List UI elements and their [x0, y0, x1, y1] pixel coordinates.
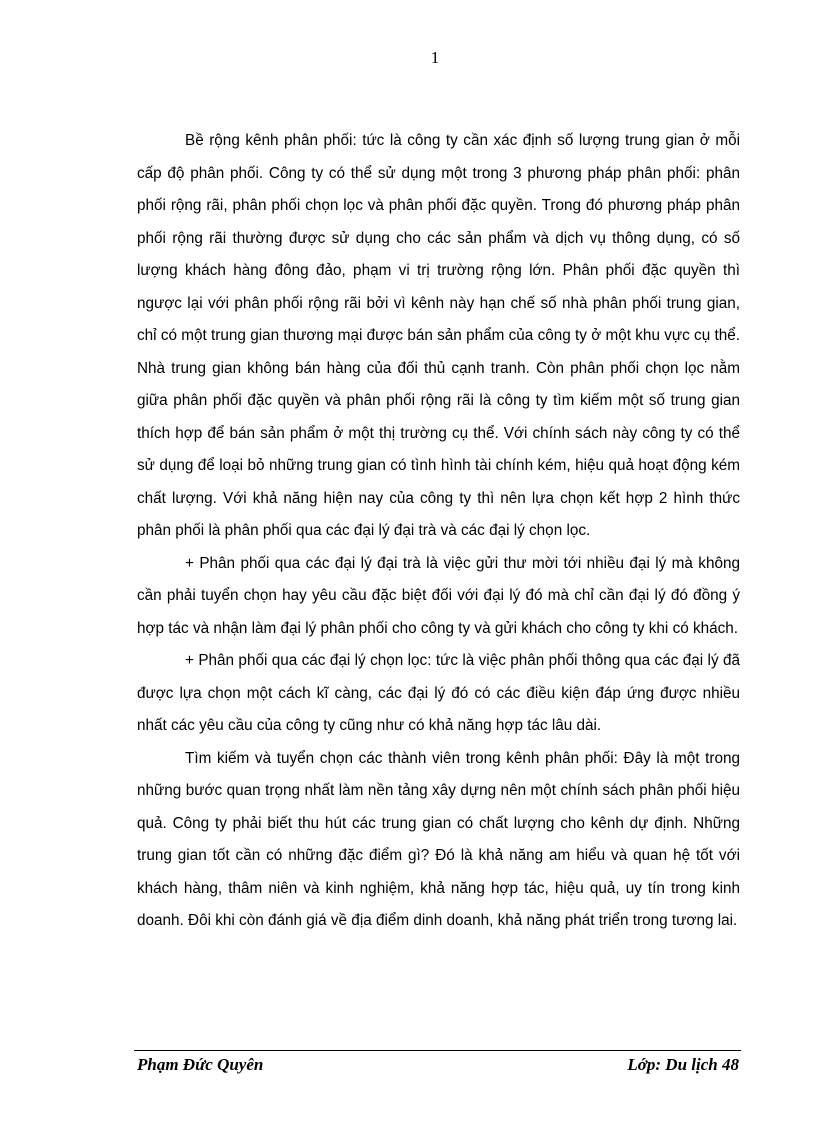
footer-author: Phạm Đức Quyên — [137, 1055, 264, 1074]
page-number: 1 — [430, 48, 440, 67]
paragraph-selected-agents: + Phân phối qua các đại lý chọn lọc: tức là việc phân phối thông qua các đại lý đã được lựa chọn một cách kĩ càng, các đại lý đó có các điều kiện đáp ứng được nhiều nhất các yêu cầu của công ty cũng như có khả năng hợp tác lâu dài. — [137, 652, 740, 734]
document-body — [137, 125, 740, 938]
paragraph-mass-agents: + Phân phối qua các đại lý đại trà là việc gửi thư mời tới nhiều đại lý mà không cần phải tuyển chọn hay yêu cầu đặc biệt đối với đại lý đó mà chỉ cần đại lý đó đồng ý hợp tác và nhận làm đại lý phân phối cho công ty và gửi khách cho công ty khi có khách. — [137, 554, 740, 637]
paragraph-channel-members: Tìm kiếm và tuyển chọn các thành viên trong kênh phân phối: Đây là một trong những bước quan trọng nhất làm nền tảng xây dựng nên một chính sách phân phối hiệu quả. Công ty phải biết thu hút các trung gian có chất lượng cho kênh dự định. Những trung gian tốt cần có những đặc điểm gì? Đó là khả năng am hiểu và quan hệ tốt với khách hàng, thâm niên và kinh nghiệm, khả năng hợp tác, hiệu quả, uy tín trong kinh doanh. Đôi khi còn đánh giá về địa điểm dinh doanh, khả năng phát triển trong tương lai. — [137, 749, 740, 929]
paragraph-distribution-width: Bề rộng kênh phân phối: tức là công ty cần xác định số lượng trung gian ở mỗi cấp độ phân phối. Công ty có thể sử dụng một trong 3 phương pháp phân phối: phân phối rộng rãi, phân phối chọn lọc và phân phối đặc quyền. Trong đó phương pháp phân phối rộng rãi thường được sử dụng cho các sản phẩm và dịch vụ thông dụng, có số lượng khách hàng đông đảo, phạm vi trị trường rộng lớn. Phân phối đặc quyền thì ngược lại với phân phối rộng rãi bởi vì kênh này hạn chế số nhà phân phối trung gian, chỉ có một trung gian thương mại được bán sản phẩm của công ty ở một khu vực cụ thể. Nhà trung gian không bán hàng của đối thủ cạnh tranh. Còn phân phối chọn lọc nằm giữa phân phối đặc quyền và phân phối rộng rãi là công ty tìm kiếm một số trung gian thích hợp để bán sản phẩm ở một thị trường cụ thể. Với chính sách này công ty có thể sử dụng để loại bỏ những trung gian có tình hình tài chính kém, hiệu quả hoạt động kém chất lượng. Với khả năng hiện nay của công ty thì nên lựa chọn kết hợp 2 hình thức phân phối là phân phối qua các đại lý đại trà và các đại lý chọn lọc. — [137, 132, 740, 539]
page-footer — [137, 1055, 739, 1075]
footer-class: Lớp: Du lịch 48 — [627, 1055, 739, 1074]
footer-divider — [134, 1050, 741, 1051]
